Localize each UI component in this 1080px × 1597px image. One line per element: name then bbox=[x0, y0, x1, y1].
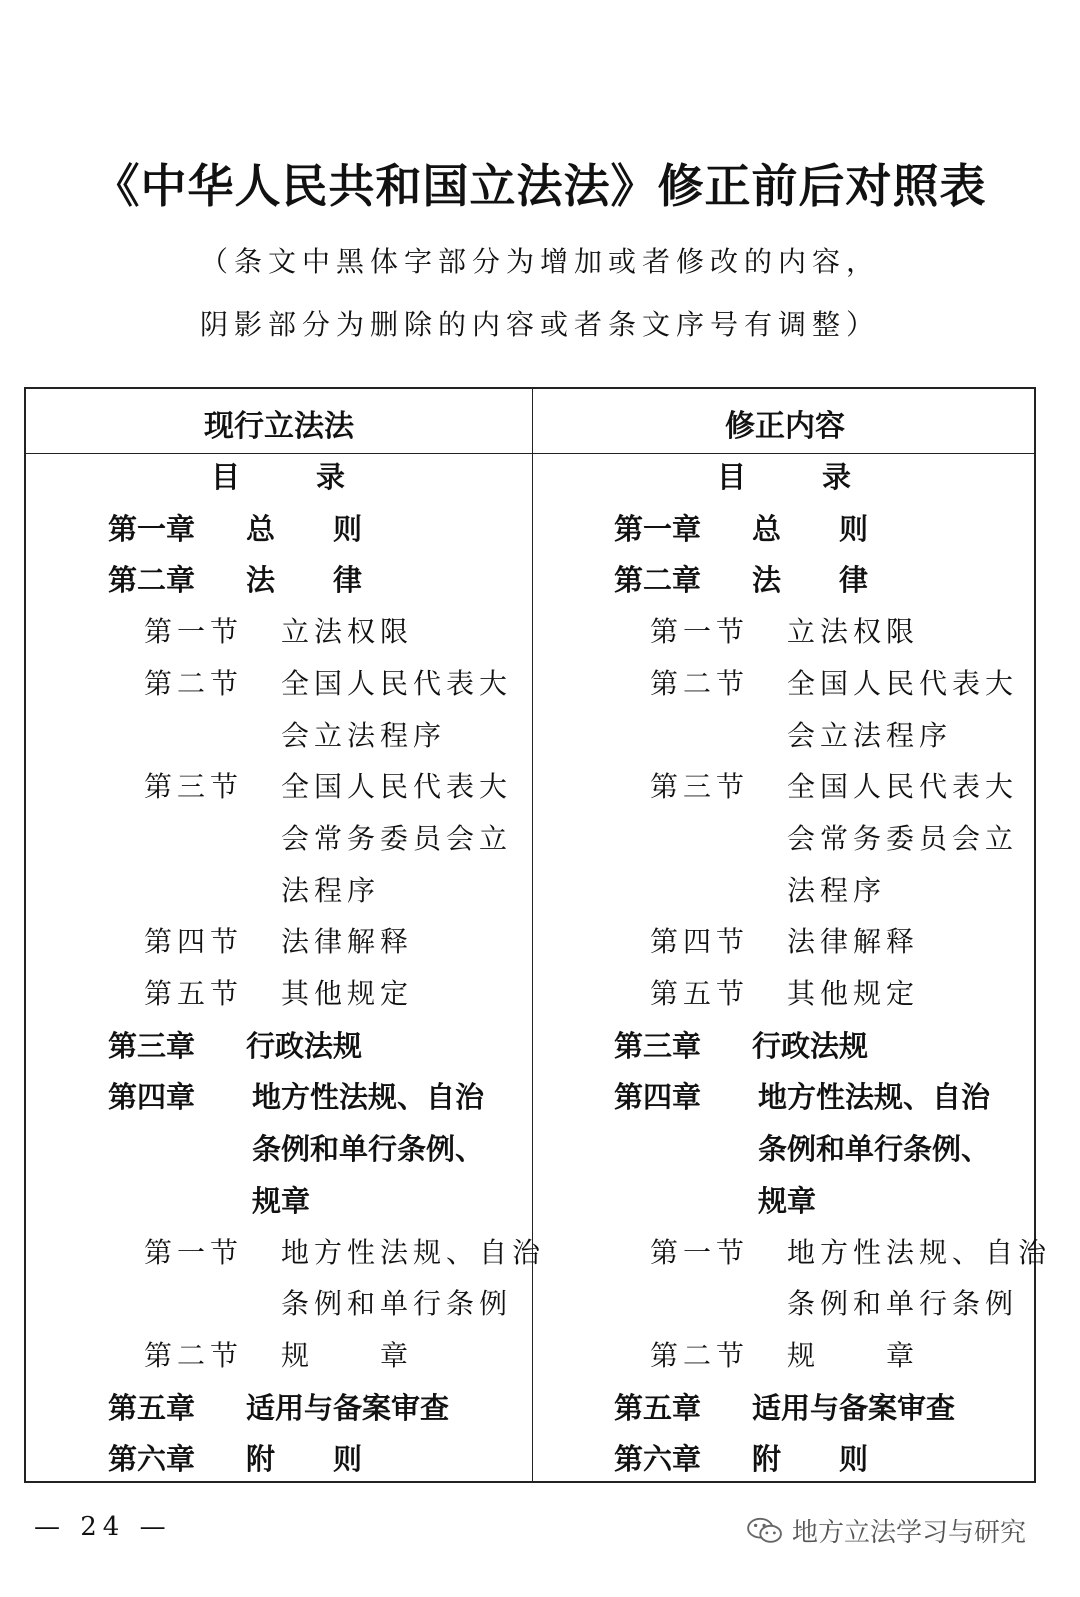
toc-text: 行政法规 bbox=[246, 1028, 363, 1063]
toc-text: 总 则 bbox=[246, 511, 363, 546]
watermark bbox=[746, 1512, 1026, 1549]
toc-text: 录 bbox=[316, 460, 346, 494]
toc-text: 规章 bbox=[252, 1183, 311, 1218]
toc-text: 适用与备案审查 bbox=[752, 1390, 956, 1425]
toc-text: 全国人民代表大 bbox=[787, 666, 1019, 700]
wechat-icon bbox=[746, 1516, 784, 1546]
toc-label: 目 bbox=[717, 460, 747, 494]
toc-label: 第五节 bbox=[144, 977, 244, 1010]
page-number: — 24 — bbox=[34, 1512, 172, 1542]
toc-text: 录 bbox=[822, 460, 852, 494]
toc-label: 第三节 bbox=[650, 770, 750, 804]
subtitle-line-2: 阴影部分为删除的内容或者条文序号有调整） bbox=[199, 308, 880, 341]
toc-text: 地方性法规、自治 bbox=[758, 1080, 991, 1115]
toc-text: 全国人民代表大 bbox=[281, 770, 513, 804]
header-current-law: 现行立法法 bbox=[204, 409, 354, 444]
toc-text: 会立法程序 bbox=[787, 718, 953, 752]
toc-label: 第六章 bbox=[614, 1442, 702, 1477]
toc-text: 其他规定 bbox=[787, 977, 920, 1010]
toc-text: 地方性法规、自治 bbox=[281, 1235, 546, 1269]
toc-label: 第一章 bbox=[614, 511, 702, 546]
toc-text: 立法权限 bbox=[787, 615, 920, 649]
toc-text: 总 则 bbox=[752, 511, 869, 546]
toc-text: 规 章 bbox=[787, 1338, 920, 1372]
toc-label: 第五节 bbox=[650, 977, 750, 1010]
toc-label: 第二章 bbox=[614, 563, 702, 598]
toc-label: 第一节 bbox=[650, 615, 750, 649]
toc-text: 条例和单行条例 bbox=[787, 1287, 1019, 1321]
column-revised-content bbox=[532, 453, 1052, 1483]
toc-text: 条例和单行条例、 bbox=[252, 1132, 485, 1167]
toc-label: 目 bbox=[211, 460, 241, 494]
header-revised-content: 修正内容 bbox=[725, 409, 845, 444]
toc-text: 附 则 bbox=[246, 1442, 363, 1477]
toc-text: 附 则 bbox=[752, 1442, 869, 1477]
toc-label: 第一章 bbox=[108, 511, 196, 546]
toc-label: 第五章 bbox=[108, 1390, 196, 1425]
toc-label: 第一节 bbox=[650, 1235, 750, 1269]
toc-text: 法程序 bbox=[281, 873, 381, 907]
column-current-law bbox=[26, 453, 546, 1483]
toc-text: 立法权限 bbox=[281, 615, 414, 649]
subtitle-line-1: （条文中黑体字部分为增加或者修改的内容， bbox=[199, 245, 880, 278]
toc-text: 法律解释 bbox=[281, 925, 414, 959]
toc-label: 第四章 bbox=[108, 1080, 196, 1115]
toc-text: 规章 bbox=[758, 1183, 817, 1218]
toc-text: 会立法程序 bbox=[281, 718, 447, 752]
toc-text: 会常务委员会立 bbox=[281, 821, 513, 855]
toc-text: 地方性法规、自治 bbox=[252, 1080, 485, 1115]
toc-text: 条例和单行条例 bbox=[281, 1287, 513, 1321]
toc-label: 第四节 bbox=[650, 925, 750, 959]
toc-text: 地方性法规、自治 bbox=[787, 1235, 1052, 1269]
toc-label: 第二节 bbox=[144, 1338, 244, 1372]
toc-label: 第六章 bbox=[108, 1442, 196, 1477]
toc-label: 第一节 bbox=[144, 615, 244, 649]
toc-text: 全国人民代表大 bbox=[281, 666, 513, 700]
toc-text: 行政法规 bbox=[752, 1028, 869, 1063]
toc-text: 会常务委员会立 bbox=[787, 821, 1019, 855]
toc-label: 第四章 bbox=[614, 1080, 702, 1115]
toc-text: 法律解释 bbox=[787, 925, 920, 959]
toc-label: 第四节 bbox=[144, 925, 244, 959]
toc-text: 适用与备案审查 bbox=[246, 1390, 450, 1425]
toc-label: 第五章 bbox=[614, 1390, 702, 1425]
watermark-text: 地方立法学习与研究 bbox=[791, 1518, 1026, 1548]
toc-label: 第三章 bbox=[614, 1028, 702, 1063]
toc-text: 全国人民代表大 bbox=[787, 770, 1019, 804]
toc-text: 其他规定 bbox=[281, 977, 414, 1010]
toc-label: 第二节 bbox=[650, 1338, 750, 1372]
comparison-table bbox=[24, 387, 1052, 1483]
toc-label: 第三章 bbox=[108, 1028, 196, 1063]
toc-label: 第二节 bbox=[144, 666, 244, 700]
toc-label: 第三节 bbox=[144, 770, 244, 804]
toc-label: 第二节 bbox=[650, 666, 750, 700]
toc-text: 规 章 bbox=[281, 1338, 414, 1372]
toc-label: 第一节 bbox=[144, 1235, 244, 1269]
toc-text: 法 律 bbox=[752, 563, 869, 598]
toc-text: 条例和单行条例、 bbox=[758, 1132, 991, 1167]
toc-text: 法 律 bbox=[246, 563, 363, 598]
document-title: 《中华人民共和国立法法》修正前后对照表 bbox=[93, 159, 987, 213]
toc-text: 法程序 bbox=[787, 873, 887, 907]
toc-label: 第二章 bbox=[108, 563, 196, 598]
